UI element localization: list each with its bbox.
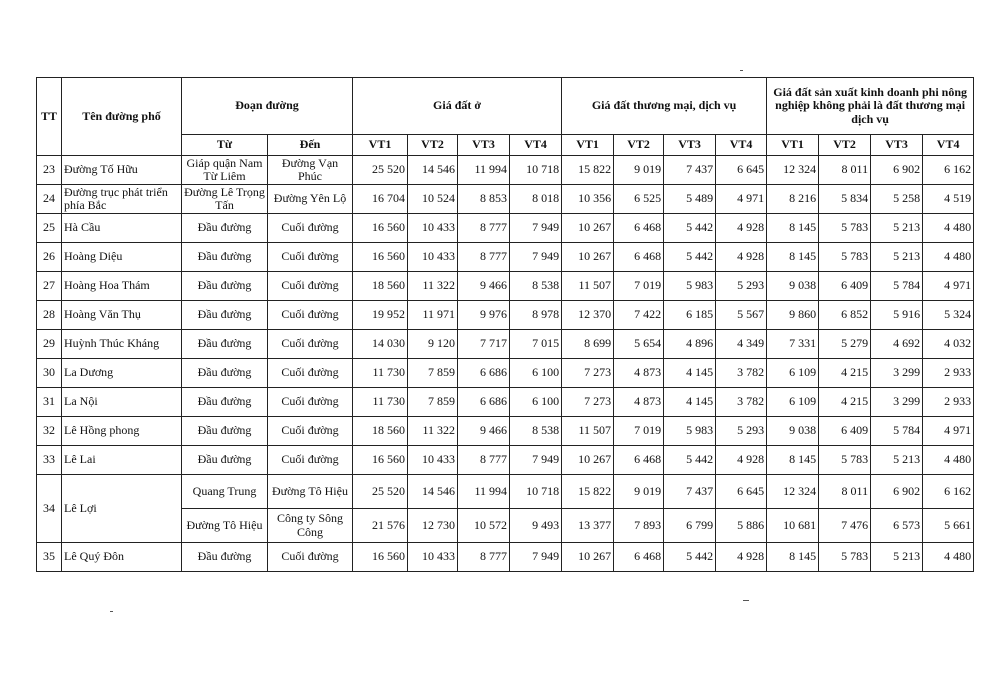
segment-to: Cuối đường <box>268 214 353 243</box>
price-residential-vt2: 10 433 <box>408 243 458 272</box>
header-commercial-price: Giá đất thương mại, dịch vụ <box>562 78 767 135</box>
price-residential-vt1: 16 704 <box>353 185 408 214</box>
segment-to: Cuối đường <box>268 417 353 446</box>
price-residential-vt1: 25 520 <box>353 475 408 509</box>
price-production-vt2: 6 852 <box>819 301 871 330</box>
row-tt: 26 <box>37 243 62 272</box>
price-production-vt1: 8 145 <box>767 543 819 572</box>
price-residential-vt4: 10 718 <box>510 156 562 185</box>
row-tt: 30 <box>37 359 62 388</box>
price-residential-vt1: 21 576 <box>353 509 408 543</box>
price-residential-vt1: 25 520 <box>353 156 408 185</box>
header-segment: Đoạn đường <box>182 78 353 135</box>
segment-from: Đầu đường <box>182 214 268 243</box>
price-production-vt2: 4 215 <box>819 388 871 417</box>
price-production-vt3: 5 784 <box>871 417 923 446</box>
price-residential-vt2: 14 546 <box>408 156 458 185</box>
price-commercial-vt3: 6 799 <box>664 509 716 543</box>
price-commercial-vt4: 3 782 <box>716 359 767 388</box>
price-production-vt1: 9 038 <box>767 272 819 301</box>
price-production-vt1: 6 109 <box>767 388 819 417</box>
price-commercial-vt1: 11 507 <box>562 272 614 301</box>
price-commercial-vt3: 6 185 <box>664 301 716 330</box>
scan-speck <box>110 611 113 612</box>
price-production-vt4: 4 480 <box>923 543 974 572</box>
price-production-vt1: 9 860 <box>767 301 819 330</box>
price-production-vt3: 3 299 <box>871 388 923 417</box>
row-tt: 23 <box>37 156 62 185</box>
street-name: Lê Lợi <box>62 475 182 543</box>
price-production-vt2: 5 783 <box>819 214 871 243</box>
row-tt: 32 <box>37 417 62 446</box>
price-production-vt4: 4 971 <box>923 417 974 446</box>
price-residential-vt3: 8 777 <box>458 214 510 243</box>
segment-to: Cuối đường <box>268 330 353 359</box>
price-residential-vt4: 7 015 <box>510 330 562 359</box>
price-commercial-vt2: 7 893 <box>614 509 664 543</box>
header-vt1: VT1 <box>767 135 819 156</box>
price-commercial-vt4: 5 293 <box>716 272 767 301</box>
header-vt3: VT3 <box>664 135 716 156</box>
price-commercial-vt1: 13 377 <box>562 509 614 543</box>
price-production-vt2: 6 409 <box>819 272 871 301</box>
segment-from: Đầu đường <box>182 359 268 388</box>
price-commercial-vt4: 3 782 <box>716 388 767 417</box>
price-commercial-vt3: 5 442 <box>664 543 716 572</box>
price-production-vt1: 8 216 <box>767 185 819 214</box>
price-commercial-vt2: 7 422 <box>614 301 664 330</box>
price-residential-vt2: 11 971 <box>408 301 458 330</box>
table-body <box>37 156 974 572</box>
price-residential-vt1: 18 560 <box>353 417 408 446</box>
row-tt: 28 <box>37 301 62 330</box>
table-row <box>37 417 974 446</box>
price-residential-vt3: 8 777 <box>458 446 510 475</box>
price-production-vt1: 8 145 <box>767 446 819 475</box>
row-tt: 31 <box>37 388 62 417</box>
price-residential-vt3: 8 777 <box>458 243 510 272</box>
price-residential-vt4: 7 949 <box>510 543 562 572</box>
header-vt4: VT4 <box>923 135 974 156</box>
row-tt: 25 <box>37 214 62 243</box>
price-production-vt3: 6 902 <box>871 156 923 185</box>
scan-speck <box>740 70 743 71</box>
price-production-vt4: 4 480 <box>923 243 974 272</box>
price-residential-vt3: 9 466 <box>458 272 510 301</box>
price-production-vt3: 5 213 <box>871 243 923 272</box>
price-residential-vt3: 11 994 <box>458 156 510 185</box>
price-residential-vt4: 7 949 <box>510 446 562 475</box>
price-production-vt1: 10 681 <box>767 509 819 543</box>
price-production-vt1: 8 145 <box>767 214 819 243</box>
price-commercial-vt1: 7 273 <box>562 388 614 417</box>
price-production-vt2: 5 834 <box>819 185 871 214</box>
price-residential-vt1: 16 560 <box>353 446 408 475</box>
scan-speck <box>743 600 749 601</box>
price-commercial-vt1: 10 267 <box>562 214 614 243</box>
price-commercial-vt2: 7 019 <box>614 417 664 446</box>
price-production-vt2: 5 783 <box>819 243 871 272</box>
price-residential-vt2: 10 433 <box>408 214 458 243</box>
price-production-vt4: 5 661 <box>923 509 974 543</box>
price-commercial-vt4: 4 928 <box>716 446 767 475</box>
price-commercial-vt2: 7 019 <box>614 272 664 301</box>
price-commercial-vt2: 4 873 <box>614 359 664 388</box>
street-name: Đường trục phát triển phía Bắc <box>62 185 182 214</box>
segment-from: Đầu đường <box>182 543 268 572</box>
header-to: Đến <box>268 135 353 156</box>
street-name: Hoàng Hoa Thám <box>62 272 182 301</box>
price-commercial-vt3: 5 442 <box>664 243 716 272</box>
price-residential-vt2: 9 120 <box>408 330 458 359</box>
street-name: Lê Lai <box>62 446 182 475</box>
price-production-vt3: 5 784 <box>871 272 923 301</box>
price-production-vt2: 4 215 <box>819 359 871 388</box>
price-commercial-vt3: 4 145 <box>664 388 716 417</box>
header-vt3: VT3 <box>871 135 923 156</box>
price-commercial-vt4: 6 645 <box>716 475 767 509</box>
segment-from: Đường Lê Trọng Tấn <box>182 185 268 214</box>
street-name: Huỳnh Thúc Kháng <box>62 330 182 359</box>
price-production-vt1: 6 109 <box>767 359 819 388</box>
price-commercial-vt1: 7 273 <box>562 359 614 388</box>
header-vt1: VT1 <box>353 135 408 156</box>
table-row <box>37 156 974 185</box>
price-commercial-vt2: 6 468 <box>614 446 664 475</box>
price-residential-vt2: 12 730 <box>408 509 458 543</box>
segment-to: Cuối đường <box>268 243 353 272</box>
price-commercial-vt4: 4 349 <box>716 330 767 359</box>
header-vt4: VT4 <box>716 135 767 156</box>
price-production-vt3: 5 213 <box>871 543 923 572</box>
price-residential-vt1: 11 730 <box>353 388 408 417</box>
price-commercial-vt1: 10 267 <box>562 243 614 272</box>
price-residential-vt3: 6 686 <box>458 388 510 417</box>
price-residential-vt4: 6 100 <box>510 388 562 417</box>
table-row <box>37 272 974 301</box>
price-production-vt1: 7 331 <box>767 330 819 359</box>
row-tt: 24 <box>37 185 62 214</box>
price-commercial-vt4: 4 928 <box>716 243 767 272</box>
segment-to: Cuối đường <box>268 388 353 417</box>
price-commercial-vt2: 6 468 <box>614 543 664 572</box>
price-production-vt3: 5 916 <box>871 301 923 330</box>
price-residential-vt3: 11 994 <box>458 475 510 509</box>
table-row <box>37 543 974 572</box>
price-production-vt4: 4 032 <box>923 330 974 359</box>
price-production-vt3: 3 299 <box>871 359 923 388</box>
street-name: Lê Hồng phong <box>62 417 182 446</box>
header-vt2: VT2 <box>614 135 664 156</box>
price-residential-vt4: 7 949 <box>510 243 562 272</box>
street-name: Lê Quý Đôn <box>62 543 182 572</box>
segment-to: Cuối đường <box>268 446 353 475</box>
price-residential-vt2: 14 546 <box>408 475 458 509</box>
segment-to: Đường Yên Lộ <box>268 185 353 214</box>
segment-to: Đường Tô Hiệu <box>268 475 353 509</box>
price-production-vt3: 5 258 <box>871 185 923 214</box>
street-name: Hoàng Diệu <box>62 243 182 272</box>
segment-to: Công ty Sông Công <box>268 509 353 543</box>
row-tt: 33 <box>37 446 62 475</box>
price-commercial-vt3: 5 489 <box>664 185 716 214</box>
header-residential-price: Giá đất ở <box>353 78 562 135</box>
price-residential-vt2: 7 859 <box>408 388 458 417</box>
table-row-le-loi-segment-1 <box>37 475 974 509</box>
price-commercial-vt1: 11 507 <box>562 417 614 446</box>
segment-from: Đầu đường <box>182 243 268 272</box>
price-production-vt2: 5 279 <box>819 330 871 359</box>
price-residential-vt4: 6 100 <box>510 359 562 388</box>
price-production-vt4: 4 971 <box>923 272 974 301</box>
segment-from: Đường Tô Hiệu <box>182 509 268 543</box>
price-production-vt3: 5 213 <box>871 214 923 243</box>
price-production-vt3: 5 213 <box>871 446 923 475</box>
segment-from: Đầu đường <box>182 272 268 301</box>
price-production-vt4: 2 933 <box>923 388 974 417</box>
price-production-vt1: 8 145 <box>767 243 819 272</box>
price-residential-vt4: 10 718 <box>510 475 562 509</box>
price-production-vt3: 6 902 <box>871 475 923 509</box>
segment-from: Giáp quận Nam Từ Liêm <box>182 156 268 185</box>
segment-to: Cuối đường <box>268 359 353 388</box>
price-residential-vt3: 9 466 <box>458 417 510 446</box>
street-name: Hoàng Văn Thụ <box>62 301 182 330</box>
price-residential-vt3: 7 717 <box>458 330 510 359</box>
price-commercial-vt4: 5 567 <box>716 301 767 330</box>
table-row <box>37 185 974 214</box>
price-residential-vt3: 8 777 <box>458 543 510 572</box>
segment-from: Đầu đường <box>182 446 268 475</box>
price-commercial-vt1: 10 267 <box>562 543 614 572</box>
table-row <box>37 214 974 243</box>
header-vt2: VT2 <box>408 135 458 156</box>
price-residential-vt3: 6 686 <box>458 359 510 388</box>
row-tt: 35 <box>37 543 62 572</box>
table-row <box>37 243 974 272</box>
price-production-vt4: 4 480 <box>923 446 974 475</box>
price-production-vt4: 4 519 <box>923 185 974 214</box>
price-commercial-vt1: 10 356 <box>562 185 614 214</box>
price-production-vt2: 5 783 <box>819 543 871 572</box>
table-row <box>37 446 974 475</box>
table-row <box>37 330 974 359</box>
price-production-vt3: 6 573 <box>871 509 923 543</box>
header-street-name: Tên đường phố <box>62 78 182 156</box>
price-residential-vt3: 9 976 <box>458 301 510 330</box>
row-tt: 29 <box>37 330 62 359</box>
price-commercial-vt4: 4 928 <box>716 214 767 243</box>
price-commercial-vt4: 5 293 <box>716 417 767 446</box>
table-row <box>37 301 974 330</box>
price-residential-vt3: 10 572 <box>458 509 510 543</box>
row-tt: 27 <box>37 272 62 301</box>
street-name: Đường Tố Hữu <box>62 156 182 185</box>
price-commercial-vt3: 5 983 <box>664 272 716 301</box>
price-commercial-vt1: 15 822 <box>562 475 614 509</box>
segment-from: Đầu đường <box>182 388 268 417</box>
price-commercial-vt1: 15 822 <box>562 156 614 185</box>
price-commercial-vt4: 5 886 <box>716 509 767 543</box>
header-tt: TT <box>37 78 62 156</box>
price-residential-vt2: 7 859 <box>408 359 458 388</box>
segment-from: Quang Trung <box>182 475 268 509</box>
price-commercial-vt2: 9 019 <box>614 156 664 185</box>
price-residential-vt4: 8 538 <box>510 272 562 301</box>
price-residential-vt4: 8 018 <box>510 185 562 214</box>
price-commercial-vt3: 7 437 <box>664 156 716 185</box>
price-commercial-vt4: 6 645 <box>716 156 767 185</box>
price-commercial-vt2: 9 019 <box>614 475 664 509</box>
price-production-vt2: 8 011 <box>819 156 871 185</box>
price-residential-vt2: 10 433 <box>408 446 458 475</box>
segment-to: Đường Vạn Phúc <box>268 156 353 185</box>
price-production-vt3: 4 692 <box>871 330 923 359</box>
price-commercial-vt2: 6 525 <box>614 185 664 214</box>
segment-to: Cuối đường <box>268 272 353 301</box>
table-row <box>37 359 974 388</box>
price-residential-vt2: 11 322 <box>408 417 458 446</box>
price-residential-vt2: 11 322 <box>408 272 458 301</box>
header-production-price: Giá đất sản xuất kinh doanh phi nông nghiệp không phải là đất thương mại dịch vụ <box>767 78 974 135</box>
price-residential-vt2: 10 433 <box>408 543 458 572</box>
price-production-vt2: 5 783 <box>819 446 871 475</box>
price-commercial-vt1: 8 699 <box>562 330 614 359</box>
segment-from: Đầu đường <box>182 417 268 446</box>
price-residential-vt1: 16 560 <box>353 214 408 243</box>
street-name: La Dương <box>62 359 182 388</box>
price-production-vt2: 8 011 <box>819 475 871 509</box>
header-vt4: VT4 <box>510 135 562 156</box>
price-residential-vt4: 9 493 <box>510 509 562 543</box>
price-commercial-vt3: 4 896 <box>664 330 716 359</box>
price-commercial-vt4: 4 971 <box>716 185 767 214</box>
price-production-vt4: 6 162 <box>923 156 974 185</box>
price-commercial-vt1: 10 267 <box>562 446 614 475</box>
price-production-vt2: 6 409 <box>819 417 871 446</box>
price-commercial-vt4: 4 928 <box>716 543 767 572</box>
price-production-vt1: 12 324 <box>767 475 819 509</box>
price-residential-vt1: 11 730 <box>353 359 408 388</box>
price-production-vt4: 5 324 <box>923 301 974 330</box>
price-production-vt1: 9 038 <box>767 417 819 446</box>
price-residential-vt4: 8 538 <box>510 417 562 446</box>
price-commercial-vt1: 12 370 <box>562 301 614 330</box>
price-commercial-vt3: 5 983 <box>664 417 716 446</box>
price-residential-vt1: 14 030 <box>353 330 408 359</box>
price-commercial-vt3: 5 442 <box>664 214 716 243</box>
price-residential-vt3: 8 853 <box>458 185 510 214</box>
price-commercial-vt2: 6 468 <box>614 243 664 272</box>
header-vt1: VT1 <box>562 135 614 156</box>
price-commercial-vt3: 5 442 <box>664 446 716 475</box>
header-vt2: VT2 <box>819 135 871 156</box>
row-tt: 34 <box>37 475 62 543</box>
price-residential-vt1: 16 560 <box>353 543 408 572</box>
price-production-vt1: 12 324 <box>767 156 819 185</box>
segment-from: Đầu đường <box>182 301 268 330</box>
price-residential-vt1: 16 560 <box>353 243 408 272</box>
street-name: Hà Cầu <box>62 214 182 243</box>
street-name: La Nội <box>62 388 182 417</box>
segment-to: Cuối đường <box>268 543 353 572</box>
price-production-vt2: 7 476 <box>819 509 871 543</box>
segment-from: Đầu đường <box>182 330 268 359</box>
price-commercial-vt2: 5 654 <box>614 330 664 359</box>
header-from: Từ <box>182 135 268 156</box>
price-production-vt4: 2 933 <box>923 359 974 388</box>
land-price-table <box>36 77 974 572</box>
price-commercial-vt2: 4 873 <box>614 388 664 417</box>
price-residential-vt1: 19 952 <box>353 301 408 330</box>
price-commercial-vt3: 7 437 <box>664 475 716 509</box>
price-residential-vt4: 8 978 <box>510 301 562 330</box>
price-production-vt4: 4 480 <box>923 214 974 243</box>
price-residential-vt4: 7 949 <box>510 214 562 243</box>
price-residential-vt2: 10 524 <box>408 185 458 214</box>
segment-to: Cuối đường <box>268 301 353 330</box>
header-vt3: VT3 <box>458 135 510 156</box>
price-commercial-vt3: 4 145 <box>664 359 716 388</box>
price-production-vt4: 6 162 <box>923 475 974 509</box>
table-row <box>37 388 974 417</box>
price-commercial-vt2: 6 468 <box>614 214 664 243</box>
price-residential-vt1: 18 560 <box>353 272 408 301</box>
